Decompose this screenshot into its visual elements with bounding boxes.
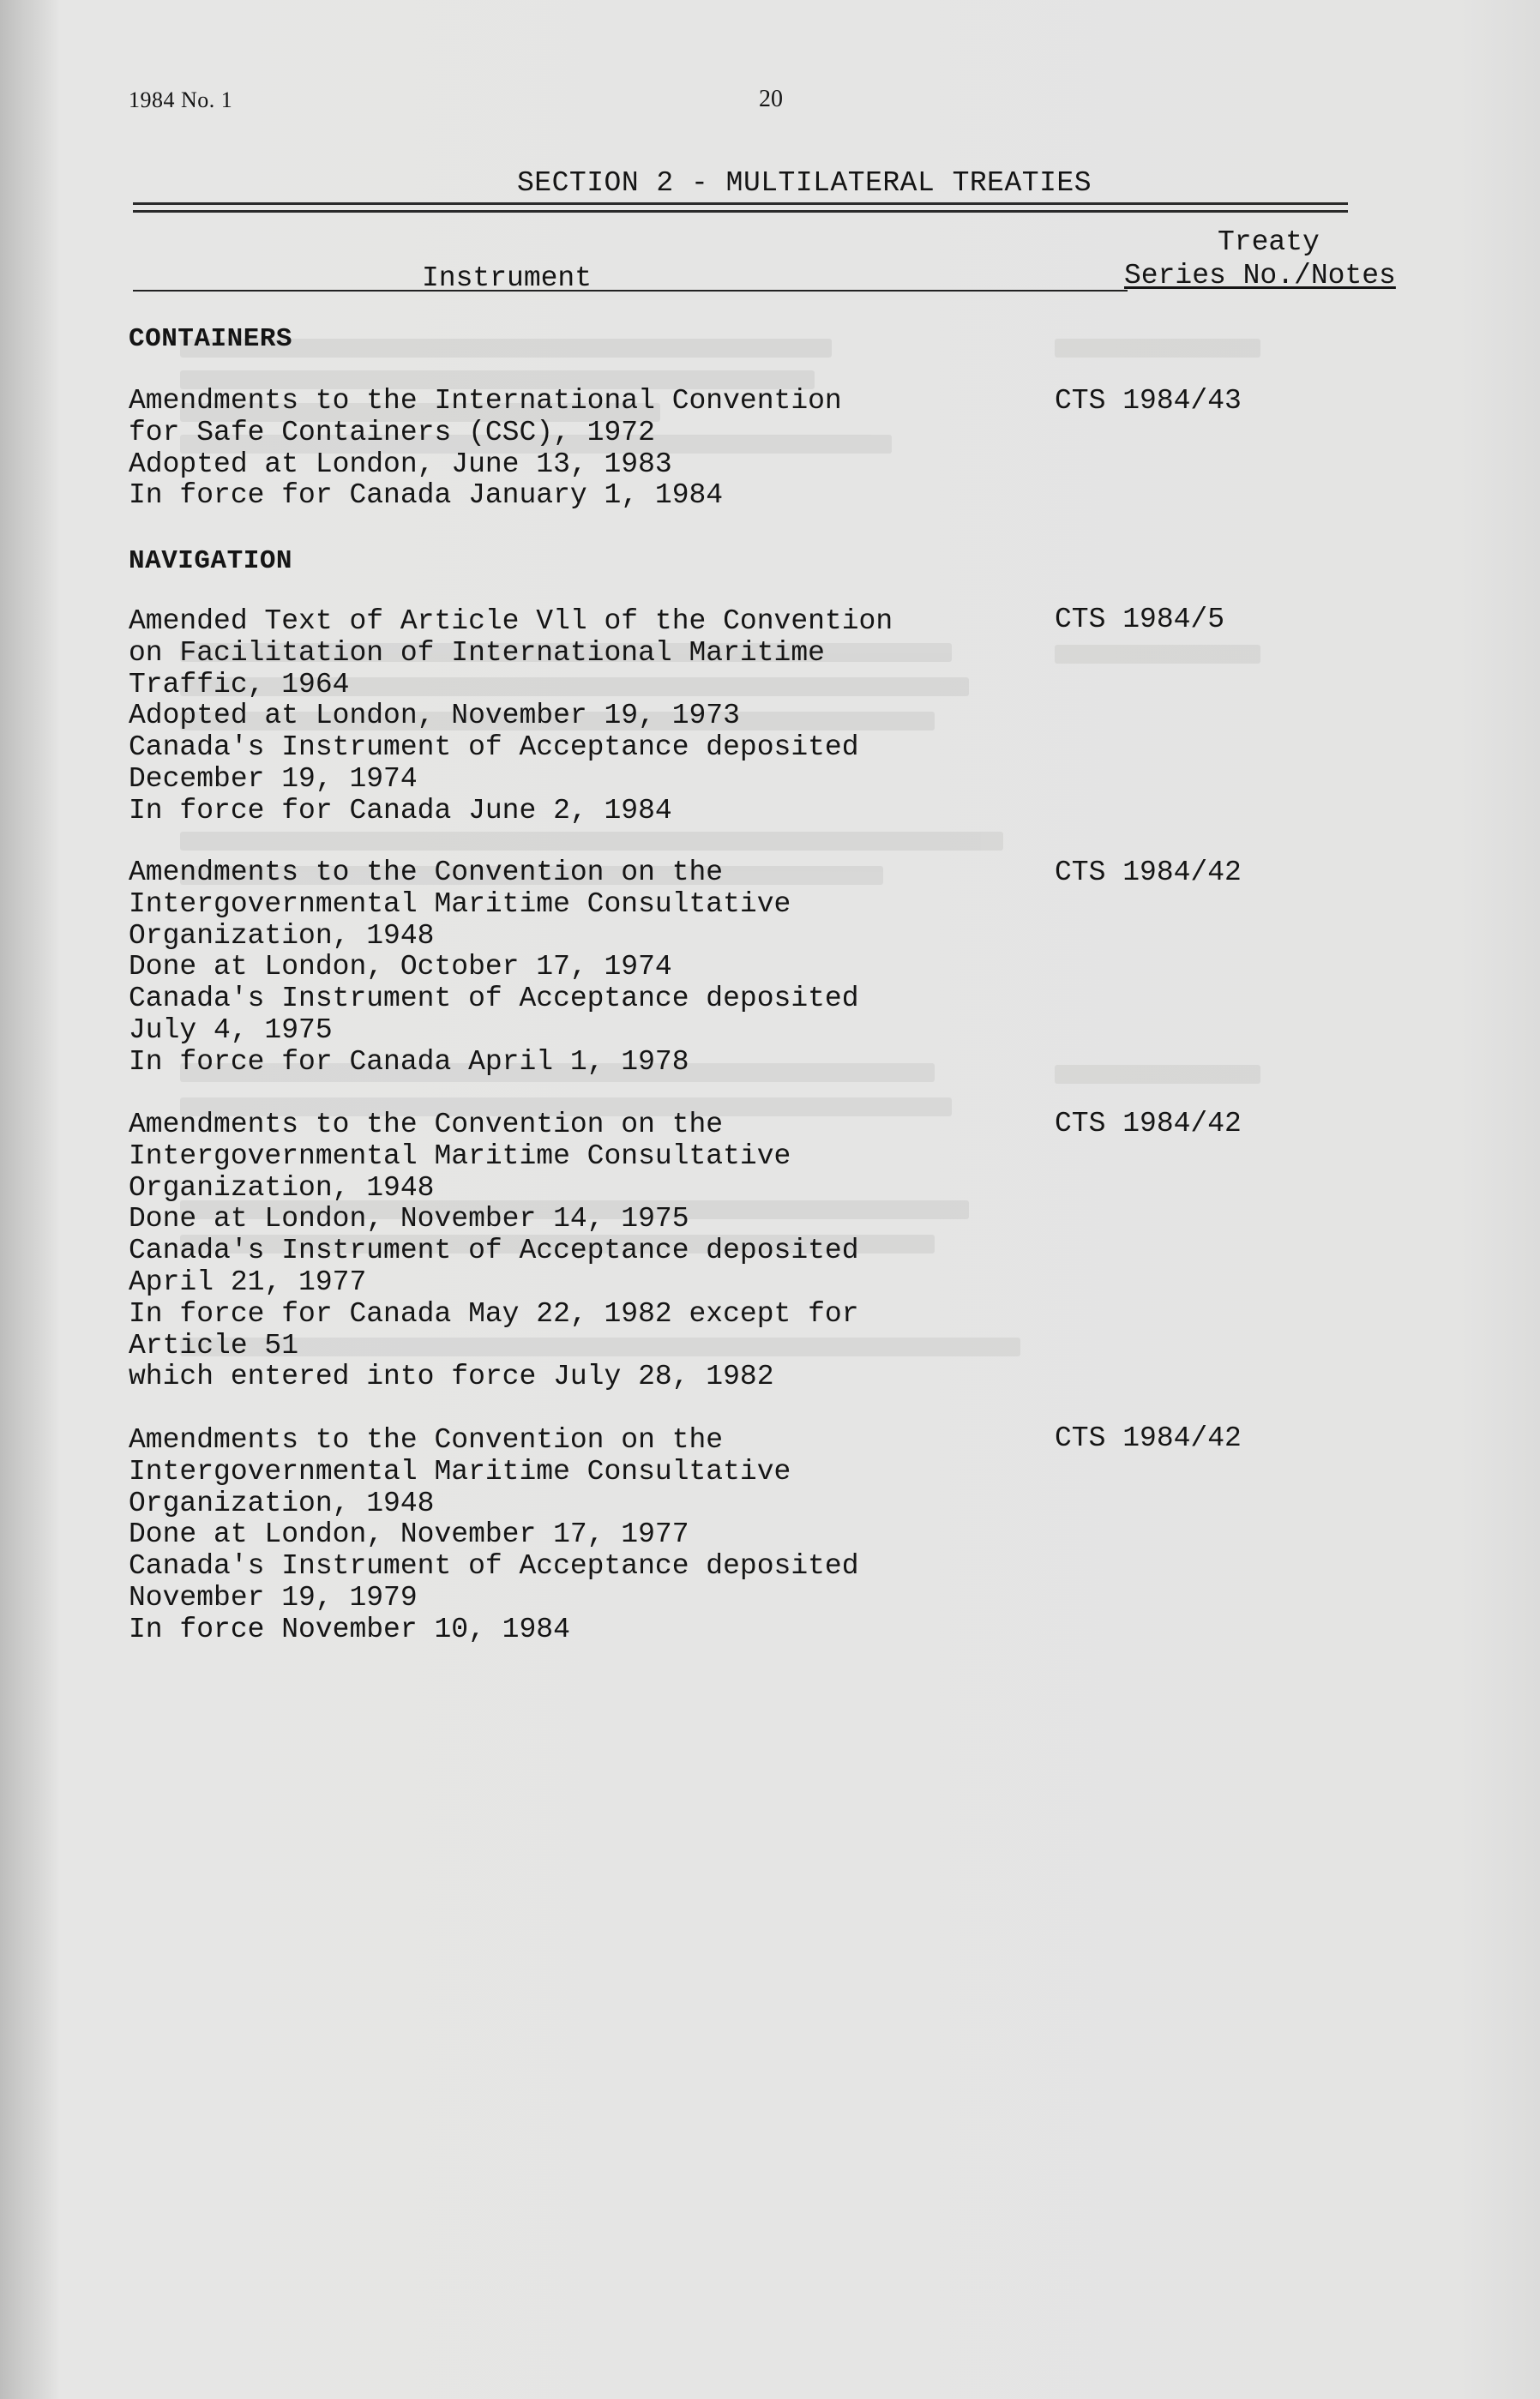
entry-line: Canada's Instrument of Acceptance deposited [129,731,859,764]
entry-line: December 19, 1974 [129,762,418,795]
treaty-entry [129,606,1106,827]
entry-line: Traffic, 1964 [129,668,350,700]
binding-shadow [0,0,60,2399]
treaty-entry [129,1109,1106,1393]
entry-line: for Safe Containers (CSC), 1972 [129,416,655,448]
entry-line: which entered into force July 28, 1982 [129,1361,774,1393]
double-rule-divider [133,202,1348,213]
entry-line: Intergovernmental Maritime Consultative [129,887,791,920]
entry-line: Done at London, November 17, 1977 [129,1518,689,1551]
entry-line: Intergovernmental Maritime Consultative [129,1139,791,1172]
entry-line: Amendments to the Convention on the [129,857,724,888]
page-number: 20 [759,86,783,112]
entry-line: Amended Text of Article Vll of the Convention [129,605,893,637]
entry-line: Canada's Instrument of Acceptance deposited [129,1235,859,1267]
entry-line: July 4, 1975 [129,1013,333,1046]
treaty-entry [129,857,1106,1079]
section-heading-containers: CONTAINERS [129,324,293,354]
entry-line: In force for Canada June 2, 1984 [129,794,672,827]
treaty-series-number: CTS 1984/43 [1055,385,1242,417]
treaty-series-number: CTS 1984/5 [1055,604,1225,635]
entry-line: Amendments to the Convention on the [129,1424,724,1456]
column-header-series-notes: Series No./Notes [1124,260,1396,292]
page-title: SECTION 2 - MULTILATERAL TREATIES [517,167,1092,199]
column-header-instrument: Instrument [422,262,593,294]
entry-line: Adopted at London, November 19, 1973 [129,700,740,732]
issue-label: 1984 No. 1 [129,87,233,112]
column-header-rule [133,290,1128,292]
entry-line: In force for Canada January 1, 1984 [129,479,724,512]
entry-line: Organization, 1948 [129,919,435,952]
entry-line: Canada's Instrument of Acceptance deposited [129,983,859,1015]
entry-line: on Facilitation of International Maritime [129,636,825,669]
column-header-treaty: Treaty [1218,226,1320,258]
entry-line: In force for Canada May 22, 1982 except for [129,1297,859,1330]
entry-line: Article 51 [129,1329,299,1362]
entry-line: Amendments to the International Convention [129,385,842,417]
entry-line: In force for Canada April 1, 1978 [129,1045,689,1078]
entry-line: Amendments to the Convention on the [129,1109,724,1140]
entry-line: November 19, 1979 [129,1581,418,1614]
entry-line: Done at London, November 14, 1975 [129,1203,689,1236]
entry-line: Done at London, October 17, 1974 [129,951,672,983]
treaty-entry [129,386,1106,512]
entry-line: Adopted at London, June 13, 1983 [129,448,672,480]
treaty-entry [129,1425,1106,1646]
treaty-series-number: CTS 1984/42 [1055,1108,1242,1139]
entry-line: In force November 10, 1984 [129,1613,570,1645]
entry-line: Intergovernmental Maritime Consultative [129,1455,791,1488]
entry-line: Organization, 1948 [129,1487,435,1519]
section-heading-navigation: NAVIGATION [129,546,293,576]
treaty-series-number: CTS 1984/42 [1055,1422,1242,1454]
entry-line: Organization, 1948 [129,1171,435,1204]
entry-line: April 21, 1977 [129,1266,367,1298]
entry-line: Canada's Instrument of Acceptance deposited [129,1550,859,1583]
treaty-series-number: CTS 1984/42 [1055,857,1242,888]
